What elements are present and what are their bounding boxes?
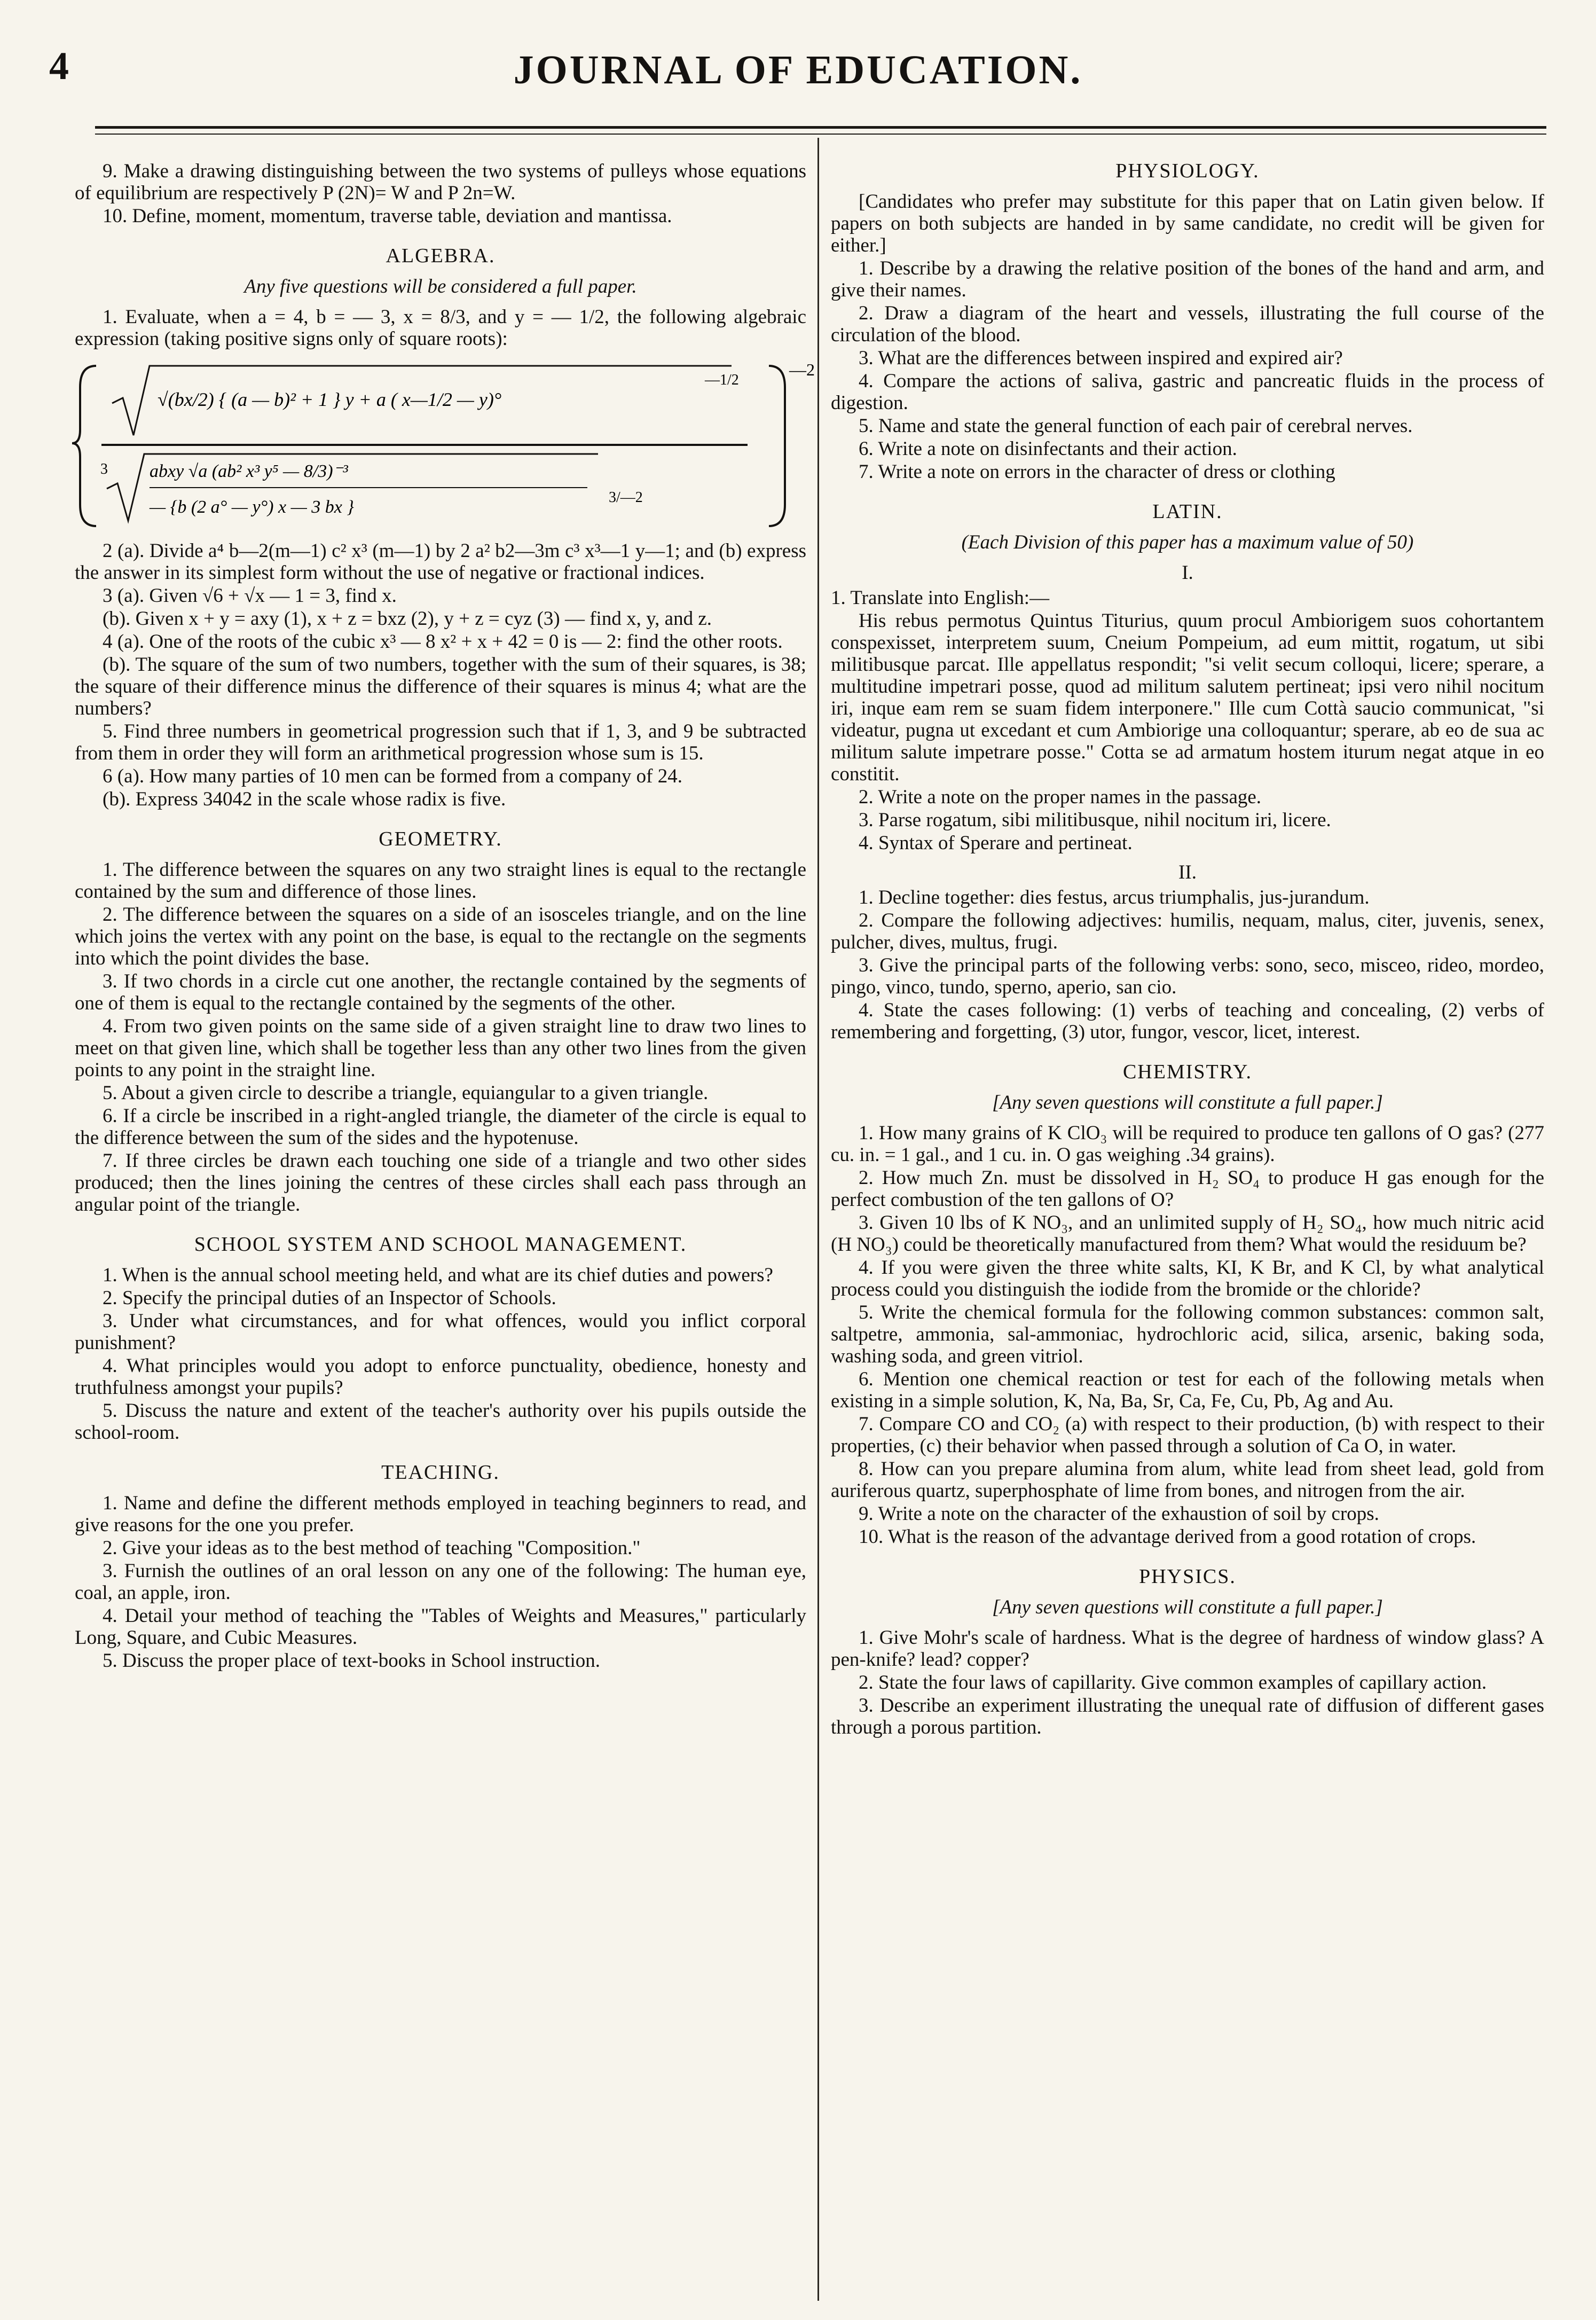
question: 5. Discuss the nature and extent of the teacher's authority over his pupils outside the school-room. [75, 1400, 806, 1444]
question: 4. From two given points on the same side of a given straight line to draw two lines to meet on that given line, which shall be together less than any other two lines from the given points to any point in the straight line. [75, 1015, 806, 1081]
section-title-physiology: PHYSIOLOGY. [1115, 160, 1260, 182]
question: 4 (a). One of the roots of the cubic x³ — 8 x² + x + 42 = 0 is — 2: find the other roots. [103, 631, 783, 653]
algebraic-expression [75, 355, 815, 531]
question: 3. Furnish the outlines of an oral lesson on any one of the following: The human eye, coal, an apple, iron. [75, 1560, 806, 1604]
section-title-school: SCHOOL SYSTEM AND SCHOOL MANAGEMENT. [194, 1233, 687, 1256]
formula-graphic [75, 355, 815, 531]
question: 4. Detail your method of teaching the "Tables of Weights and Measures," particularly Long, Square, and Cubic Measures. [75, 1605, 806, 1649]
question: (b). Given x + y = axy (1), x + z = bxz (2), y + z = cyz (3) — find x, y, and z. [103, 608, 712, 630]
root-index: 3 [100, 461, 108, 477]
question: 2. The difference between the squares on a side of an isosceles triangle, and on the line which joins the vertex with any point on the base, is equal to the rectangle on the segments into which the point divides the base. [75, 904, 806, 969]
question: 4. Syntax of Sperare and pertineat. [859, 832, 1133, 854]
question: 3. Parse rogatum, sibi militibusque, nihil nocitum iri, licere. [859, 809, 1331, 831]
running-head: JOURNAL OF EDUCATION. [513, 48, 1083, 92]
question: 2. Draw a diagram of the heart and vessels, illustrating the full course of the circulation of the blood. [831, 302, 1544, 346]
formula-lower: abxy √a (ab² x³ y⁵ — 8/3)⁻³ [150, 461, 348, 481]
question: 9. Write a note on the character of the exhaustion of soil by crops. [859, 1503, 1379, 1525]
question: 2. State the four laws of capillarity. Give common examples of capillary action. [859, 1672, 1487, 1694]
question: 4. State the cases following: (1) verbs of teaching and concealing, (2) verbs of remembering and forgetting, (3) utor, fungor, vescor, licet, interest. [831, 999, 1544, 1043]
left-brace [72, 366, 96, 526]
section-title-teaching: TEACHING. [381, 1461, 500, 1484]
question: 7. If three circles be drawn each touching one side of a triangle and two other sides produced; then the lines joining the centres of these circles shall each pass through an angular point of the triangle. [75, 1150, 806, 1216]
question: 4. If you were given the three white salts, KI, K Br, and K Cl, by what analytical process could you distinguish the iodide from the bromide or the chloride? [831, 1257, 1544, 1300]
question: 4. What principles would you adopt to enforce punctuality, obedience, honesty and truthfulness amongst your pupils? [75, 1355, 806, 1399]
header-rule [95, 126, 1546, 129]
question: 1. Describe by a drawing the relative position of the bones of the hand and arm, and give their names. [831, 257, 1544, 301]
question: 6 (a). How many parties of 10 men can be formed from a company of 24. [103, 765, 683, 787]
mid-fraction: 3/—2 [609, 489, 643, 506]
question: 1. Translate into English:— [831, 587, 1050, 609]
question: 2. How much Zn. must be dissolved in H₂ SO₄ to produce H gas enough for the perfect combustion of the ten gallons of O? [831, 1167, 1544, 1211]
right-paren [769, 366, 785, 526]
section-title-chemistry: CHEMISTRY. [1122, 1061, 1253, 1083]
question: 3. What are the differences between inspired and expired air? [859, 347, 1343, 369]
section-note: Any five questions will be considered a full paper. [244, 276, 637, 297]
section-title-geometry: GEOMETRY. [379, 828, 502, 850]
question: 1. Decline together: dies festus, arcus triumphalis, jus-jurandum. [859, 887, 1370, 908]
question: 8. How can you prepare alumina from alum, white lead from sheet lead, gold from auriferous quartz, superphosphate of lime from bones, and nitrogen from the air. [831, 1458, 1544, 1502]
question: 9. Make a drawing distinguishing between the two systems of pulleys whose equations of equilibrium are respectively P (2N)= W and P 2n=W. [75, 160, 806, 204]
section-note: [Any seven questions will constitute a full paper.] [992, 1596, 1383, 1618]
question: 6. If a circle be inscribed in a right-angled triangle, the diameter of the circle is equal to the difference between the sum of the sides and the hypotenuse. [75, 1105, 806, 1149]
question: 2 (a). Divide a⁴ b—2(m—1) c² x³ (m—1) by 2 a² b2—3m c³ x³—1 y—1; and (b) express the answer in its simplest form without the use of negative or fractional indices. [75, 540, 806, 584]
question: 3. Describe an experiment illustrating the unequal rate of diffusion of different gases through a porous partition. [831, 1695, 1544, 1738]
question: 5. Find three numbers in geometrical progression such that if 1, 3, and 9 be subtracted from them in order they will form an arithmetical progression whose sum is 15. [75, 720, 806, 764]
question: 2. Specify the principal duties of an Inspector of Schools. [103, 1287, 556, 1309]
question: 6. Mention one chemical reaction or test for each of the following metals when existing in a simple solution, K, Na, Ba, Sr, Ca, Fe, Cu, Pb, Ag and Au. [831, 1368, 1544, 1412]
section-title-physics: PHYSICS. [1139, 1565, 1236, 1588]
question: 10. Define, moment, momentum, traverse table, deviation and mantissa. [103, 205, 672, 227]
question: 1. When is the annual school meeting held, and what are its chief duties and powers? [103, 1264, 773, 1286]
question: 5. Name and state the general function of each pair of cerebral nerves. [859, 415, 1413, 437]
question: 5. Discuss the proper place of text-books in School instruction. [103, 1650, 601, 1672]
section-note: (Each Division of this paper has a maximum value of 50) [961, 531, 1414, 553]
header-rule-thin [95, 134, 1546, 135]
question: 5. Write the chemical formula for the following common substances: common salt, saltpetre, ammonia, sal-ammoniac, hydrochloric acid, silica, arsenic, baking soda, washing soda, and green vitriol. [831, 1302, 1544, 1367]
upper-exponent: —1/2 [705, 372, 739, 388]
question: (b). The square of the sum of two numbers, together with the sum of their squares, is 38; the square of their difference minus the difference of their squares is minus 4; what are the numbers? [75, 654, 806, 719]
question: 3. Given 10 lbs of K NO₃, and an unlimited supply of H₂ SO₄, how much nitric acid (H NO₃) could be theoretically manufactured from them? What would the residuum be? [831, 1212, 1544, 1256]
column-divider [817, 138, 819, 2301]
section-title-latin: LATIN. [1152, 500, 1223, 523]
question: 7. Compare CO and CO₂ (a) with respect to their production, (b) with respect to their properties, (c) their behavior when passed through a solution of Ca O, in water. [831, 1413, 1544, 1457]
latin-passage: His rebus permotus Quintus Titurius, quum procul Ambiorigem suos cohortantem conspexisset, interpretem suum, Cneium Pompeium, ad eum mittit, rogatum, ut sibi militibusque parcat. Ille appellatus respondit; "si velit secum colloqui, licere; sperare, a multitudine impetrari posse, quod ad militum salutem pertineat; ipsi vero nihil nocitum iri, inque eam rem se suam fidem interponere." Ille cum Cottà saucio communicat, "si videatur, pugna ut excedant et cum Ambiorige una colloquantur; sperare, ab eo de sua ac militum salute impetrare posse." Cotta se ad armatum hostem iturum negat atque in eo constitit. [831, 610, 1544, 785]
page-number: 4 [49, 44, 69, 88]
question: 2. Give your ideas as to the best method of teaching "Composition." [103, 1537, 641, 1559]
question: 10. What is the reason of the advantage derived from a good rotation of crops. [859, 1526, 1476, 1548]
question: 1. How many grains of K ClO₃ will be required to produce ten gallons of O gas? (277 cu. in. = 1 gal., and 1 cu. in. O gas weighing .34 grains). [831, 1122, 1544, 1166]
question: (b). Express 34042 in the scale whose radix is five. [103, 788, 506, 810]
division-heading: II. [1178, 861, 1197, 883]
question: 1. Name and define the different methods employed in teaching beginners to read, and give reasons for the one you prefer. [75, 1492, 806, 1536]
question: 4. Compare the actions of saliva, gastric and pancreatic fluids in the process of digestion. [831, 370, 1544, 414]
question: 2. Compare the following adjectives: humilis, nequam, malus, citer, juvenis, senex, pulcher, dives, multus, frugi. [831, 910, 1544, 953]
question: 6. Write a note on disinfectants and their action. [859, 438, 1237, 460]
question: 1. Evaluate, when a = 4, b = — 3, x = 8/3, and y = — 1/2, the following algebraic expression (taking positive signs only of square roots): [75, 306, 806, 350]
question: 1. The difference between the squares on any two straight lines is equal to the rectangle contained by the sum and difference of those lines. [75, 859, 806, 903]
right-column [831, 160, 1544, 1739]
question: 2. Write a note on the proper names in the passage. [859, 786, 1262, 808]
formula-lower-2: — {b (2 a° — y°) x — 3 bx } [150, 497, 354, 517]
section-note: [Any seven questions will constitute a full paper.] [992, 1092, 1383, 1114]
question: 3. If two chords in a circle cut one another, the rectangle contained by the segments of one of them is equal to the rectangle contained by the segments of the other. [75, 970, 806, 1014]
outer-exponent: —2 [789, 360, 815, 379]
question: 5. About a given circle to describe a triangle, equiangular to a given triangle. [103, 1082, 709, 1104]
section-title-algebra: ALGEBRA. [386, 245, 496, 267]
division-heading: I. [1182, 562, 1193, 584]
question: 3. Give the principal parts of the following verbs: sono, seco, misceo, rideo, mordeo, pingo, vinco, tundo, sperno, aperio, san cio. [831, 954, 1544, 998]
question: 7. Write a note on errors in the character of dress or clothing [859, 461, 1335, 483]
question: 3 (a). Given √6 + √x — 1 = 3, find x. [103, 585, 397, 607]
section-note: [Candidates who prefer may substitute for this paper that on Latin given below. If papers on both subjects are handed in by same candidate, no credit will be given for either.] [831, 191, 1544, 256]
formula-upper: √(bx/2) { (a — b)² + 1 } y + a ( x—1/2 — y)° [158, 389, 502, 410]
left-column [75, 160, 815, 1673]
question: 1. Give Mohr's scale of hardness. What is the degree of hardness of window glass? A pen-knife? lead? copper? [831, 1627, 1544, 1671]
question: 3. Under what circumstances, and for what offences, would you inflict corporal punishment? [75, 1310, 806, 1354]
